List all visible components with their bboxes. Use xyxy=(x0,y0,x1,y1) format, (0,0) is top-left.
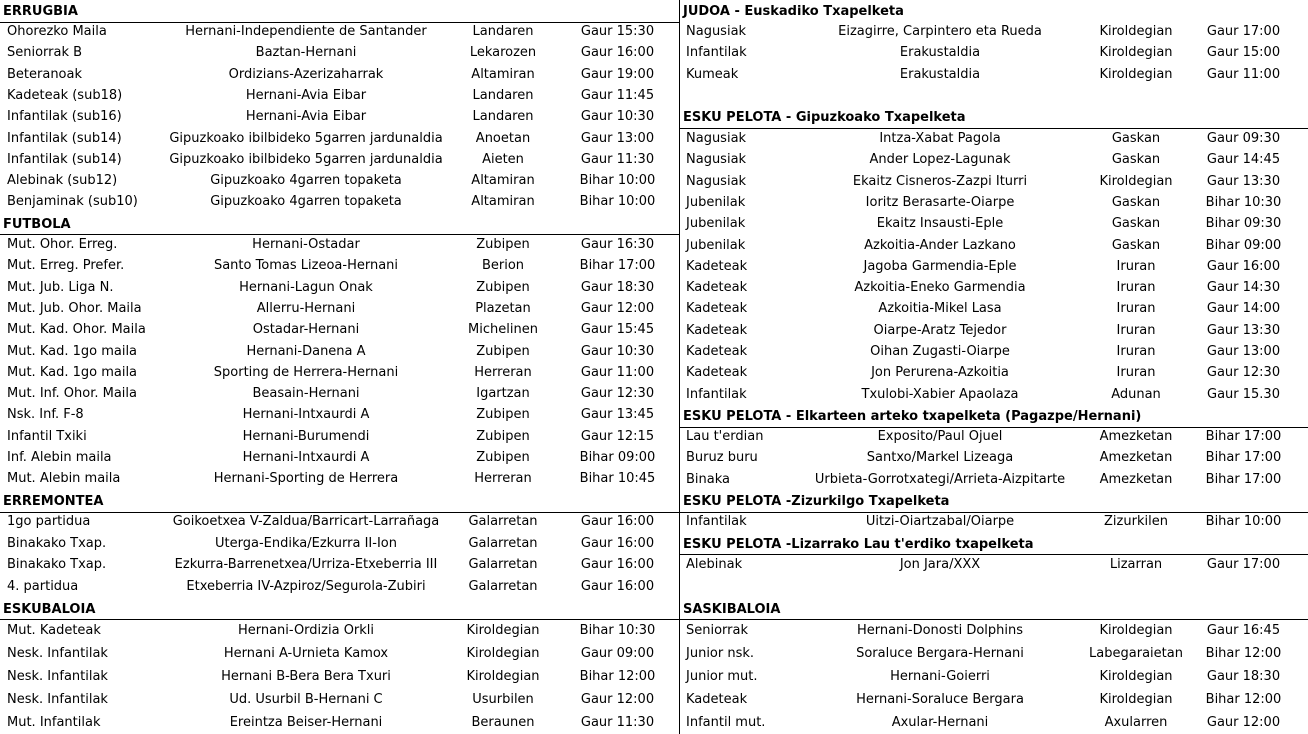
time-cell: Bihar 10:45 xyxy=(579,471,656,487)
venue-cell: Kiroldegian xyxy=(1099,669,1173,684)
schedule-row xyxy=(680,555,1308,575)
category-cell: Jubenilak xyxy=(686,216,746,232)
schedule-row xyxy=(0,320,679,340)
category-cell: Mut. Jub. Ohor. Maila xyxy=(7,300,142,316)
schedule-row xyxy=(0,644,679,664)
schedule-row xyxy=(680,150,1308,170)
schedule-row xyxy=(0,427,679,447)
category-cell: Nagusiak xyxy=(686,152,747,168)
schedule-row xyxy=(0,86,679,106)
match-cell: Hernani B-Bera Bera Txuri xyxy=(221,669,391,684)
match-cell: Ordizians-Azerizaharrak xyxy=(228,66,384,82)
category-cell: Nagusiak xyxy=(686,131,747,146)
venue-cell: Iruran xyxy=(1116,322,1156,338)
match-cell: Azkoitia-Ander Lazkano xyxy=(864,237,1016,253)
venue-cell: Altamiran xyxy=(471,194,535,210)
venue-cell: Zubipen xyxy=(476,279,530,295)
venue-cell: Iruran xyxy=(1116,258,1156,274)
category-cell: Nsk. Inf. F-8 xyxy=(7,407,84,423)
time-cell: Bihar 17:00 xyxy=(1205,450,1282,466)
time-cell: Gaur 16:00 xyxy=(580,557,655,573)
schedule-row xyxy=(680,129,1308,149)
schedule-row xyxy=(0,22,679,42)
time-cell: Bihar 12:00 xyxy=(1205,646,1282,661)
match-cell: Hernani-Avia Eibar xyxy=(245,87,367,103)
time-cell: Gaur 13:00 xyxy=(1206,344,1281,359)
match-cell: Hernani-Avia Eibar xyxy=(245,109,367,125)
time-cell: Gaur 12:15 xyxy=(580,428,655,444)
schedule-row xyxy=(0,171,679,191)
venue-cell: Zubipen xyxy=(476,428,530,444)
time-cell: Gaur 12:30 xyxy=(1206,365,1281,381)
match-cell: Hernani-Ostadar xyxy=(252,237,360,252)
time-cell: Gaur 17:00 xyxy=(1206,24,1281,39)
venue-cell: Iruran xyxy=(1116,301,1156,317)
match-cell: Azkoitia-Eneko Garmendia xyxy=(854,280,1026,296)
match-cell: Oiarpe-Aratz Tejedor xyxy=(873,322,1007,338)
schedule-row xyxy=(0,384,679,404)
match-cell: Erakustaldia xyxy=(899,66,981,82)
time-cell: Gaur 13:30 xyxy=(1206,173,1281,189)
schedule-row xyxy=(680,172,1308,192)
category-cell: Lau t'erdian xyxy=(686,429,764,444)
schedule-row xyxy=(680,621,1308,641)
venue-cell: Kiroldegian xyxy=(1099,45,1173,61)
venue-cell: Axularren xyxy=(1104,715,1168,730)
venue-cell: Zubipen xyxy=(476,343,530,359)
venue-cell: Gaskan xyxy=(1111,216,1161,232)
venue-cell: Zubipen xyxy=(476,237,530,252)
category-cell: Infantil Txiki xyxy=(7,428,87,444)
time-cell: Bihar 09:00 xyxy=(579,450,656,465)
category-cell: Mut. Infantilak xyxy=(7,715,101,730)
venue-cell: Kiroldegian xyxy=(466,623,540,638)
section-title-esku-pelota-lizarrako-lau-t-erdiko-txapelketa: ESKU PELOTA -Lizarrako Lau t'erdiko txapelketa xyxy=(683,537,1034,552)
match-cell: Goikoetxea V-Zaldua/Barricart-Larrañaga xyxy=(172,514,440,529)
match-cell: Hernani A-Urnieta Kamox xyxy=(223,646,389,661)
category-cell: Mut. Ohor. Erreg. xyxy=(7,237,118,252)
match-cell: Ereintza Beiser-Hernani xyxy=(229,715,383,730)
time-cell: Gaur 12:00 xyxy=(580,300,655,316)
venue-cell: Galarretan xyxy=(468,514,538,529)
time-cell: Gaur 11:30 xyxy=(580,715,655,730)
venue-cell: Altamiran xyxy=(471,173,535,189)
category-cell: Mut. Erreg. Prefer. xyxy=(7,258,125,274)
schedule-row xyxy=(680,385,1308,405)
schedule-row xyxy=(0,235,679,255)
category-cell: Nagusiak xyxy=(686,24,747,39)
schedule-row xyxy=(680,644,1308,664)
category-cell: Infantilak (sub14) xyxy=(7,130,122,146)
match-cell: Jon Perurena-Azkoitia xyxy=(871,365,1009,381)
match-cell: Ekaitz Cisneros-Zazpi Iturri xyxy=(852,173,1028,189)
venue-cell: Beraunen xyxy=(471,715,535,730)
match-cell: Hernani-Soraluce Bergara xyxy=(856,692,1024,707)
time-cell: Bihar 17:00 xyxy=(1205,429,1282,444)
schedule-row xyxy=(0,65,679,85)
schedule-row xyxy=(680,278,1308,298)
time-cell: Bihar 12:00 xyxy=(1205,692,1282,707)
time-cell: Gaur 11:30 xyxy=(580,151,655,167)
section-title-saskibaloia: SASKIBALOIA xyxy=(683,602,781,617)
match-cell: Exposito/Paul Ojuel xyxy=(877,429,1003,444)
time-cell: Gaur 12:30 xyxy=(580,386,655,402)
match-cell: Eizagirre, Carpintero eta Rueda xyxy=(838,24,1042,39)
time-cell: Bihar 09:00 xyxy=(1205,237,1282,253)
schedule-row xyxy=(680,470,1308,490)
match-cell: Intza-Xabat Pagola xyxy=(879,131,1001,146)
right-column xyxy=(680,0,1308,734)
match-cell: Gipuzkoako 4garren topaketa xyxy=(210,173,402,189)
category-cell: Alebinak xyxy=(686,557,743,572)
category-cell: Mut. Kad. 1go maila xyxy=(7,364,138,380)
schedule-row xyxy=(680,363,1308,383)
section-title-esku-pelota-gipuzkoako-txapelketa: ESKU PELOTA - Gipuzkoako Txapelketa xyxy=(683,110,966,125)
time-cell: Gaur 16:00 xyxy=(580,45,655,61)
category-cell: Kadeteak xyxy=(686,322,748,338)
match-cell: Hernani-Donosti Dolphins xyxy=(856,623,1024,638)
venue-cell: Amezketan xyxy=(1099,471,1173,487)
schedule-row xyxy=(0,278,679,298)
time-cell: Gaur 16:45 xyxy=(1206,623,1281,638)
category-cell: Binakako Txap. xyxy=(7,557,107,573)
category-cell: Infantilak xyxy=(686,45,747,61)
time-cell: Bihar 10:00 xyxy=(579,173,656,189)
schedule-row xyxy=(0,256,679,276)
category-cell: Jubenilak xyxy=(686,194,746,210)
match-cell: Ander Lopez-Lagunak xyxy=(869,152,1011,168)
time-cell: Gaur 11:45 xyxy=(580,87,655,103)
schedule-row xyxy=(0,534,679,554)
venue-cell: Iruran xyxy=(1116,280,1156,296)
match-cell: Beasain-Hernani xyxy=(252,386,360,402)
schedule-row xyxy=(0,577,679,597)
venue-cell: Anoetan xyxy=(475,130,531,146)
match-cell: Hernani-Intxaurdi A xyxy=(242,407,370,423)
category-cell: Seniorrak xyxy=(686,623,749,638)
match-cell: Urbieta-Gorrotxategi/Arrieta-Aizpitarte xyxy=(814,471,1066,487)
schedule-row xyxy=(680,257,1308,277)
category-cell: Infantilak (sub16) xyxy=(7,109,122,125)
venue-cell: Altamiran xyxy=(471,66,535,82)
match-cell: Gipuzkoako ibilbideko 5garren jardunaldia xyxy=(169,151,443,167)
schedule-row xyxy=(0,107,679,127)
time-cell: Gaur 12:00 xyxy=(1206,715,1281,730)
category-cell: Nesk. Infantilak xyxy=(7,669,108,684)
section-title-esku-pelota-elkarteen-arteko-txapelketa-pagazpe-hernani: ESKU PELOTA - Elkarteen arteko txapelketa (Pagazpe/Hernani) xyxy=(683,409,1142,424)
venue-cell: Lizarran xyxy=(1109,557,1163,572)
time-cell: Gaur 10:30 xyxy=(580,343,655,359)
match-cell: Hernani-Burumendi xyxy=(242,428,370,444)
venue-cell: Zizurkilen xyxy=(1104,514,1168,529)
time-cell: Gaur 12:00 xyxy=(580,692,655,707)
schedule-row xyxy=(0,469,679,489)
venue-cell: Gaskan xyxy=(1111,152,1161,168)
match-cell: Uitzi-Oiartzabal/Oiarpe xyxy=(865,514,1015,529)
match-cell: Erakustaldia xyxy=(899,45,981,61)
schedule-row xyxy=(680,299,1308,319)
time-cell: Gaur 14:00 xyxy=(1206,301,1281,317)
venue-cell: Zubipen xyxy=(476,407,530,423)
category-cell: Kadeteak xyxy=(686,365,748,381)
time-cell: Bihar 10:00 xyxy=(1205,514,1282,529)
time-cell: Gaur 19:00 xyxy=(580,66,655,82)
venue-cell: Aieten xyxy=(482,151,524,167)
category-cell: Buruz buru xyxy=(686,450,758,466)
venue-cell: Galarretan xyxy=(468,535,538,551)
category-cell: Binakako Txap. xyxy=(7,535,107,551)
section-title-errugbia: ERRUGBIA xyxy=(3,4,78,19)
schedule-row xyxy=(0,512,679,532)
match-cell: Ud. Usurbil B-Hernani C xyxy=(229,692,383,707)
schedule-row xyxy=(680,22,1308,42)
time-cell: Gaur 15:30 xyxy=(580,24,655,39)
time-cell: Bihar 10:30 xyxy=(1205,194,1282,210)
match-cell: Gipuzkoako ibilbideko 5garren jardunaldia xyxy=(169,130,443,146)
section-divider xyxy=(680,619,1308,620)
schedule-row xyxy=(0,43,679,63)
match-cell: Hernani-Lagun Onak xyxy=(239,279,373,295)
time-cell: Gaur 10:30 xyxy=(580,109,655,125)
category-cell: Nesk. Infantilak xyxy=(7,692,108,707)
category-cell: Mut. Jub. Liga N. xyxy=(7,279,114,295)
venue-cell: Landaren xyxy=(472,24,534,39)
time-cell: Bihar 17:00 xyxy=(1205,471,1282,487)
schedule-row xyxy=(680,342,1308,362)
time-cell: Gaur 13:45 xyxy=(580,407,655,423)
category-cell: Kadeteak xyxy=(686,280,748,296)
match-cell: Azkoitia-Mikel Lasa xyxy=(878,301,1002,317)
schedule-row xyxy=(680,448,1308,468)
schedule-row xyxy=(680,65,1308,85)
match-cell: Hernani-Goierri xyxy=(890,669,990,684)
schedule-row xyxy=(680,236,1308,256)
match-cell: Baztan-Hernani xyxy=(255,45,357,61)
schedule-row xyxy=(0,299,679,319)
schedule-row xyxy=(0,555,679,575)
category-cell: Kadeteak (sub18) xyxy=(7,87,123,103)
venue-cell: Kiroldegian xyxy=(466,669,540,684)
venue-cell: Kiroldegian xyxy=(1099,692,1173,707)
venue-cell: Gaskan xyxy=(1111,131,1161,146)
schedule-row xyxy=(0,713,679,733)
venue-cell: Landaren xyxy=(472,109,534,125)
time-cell: Bihar 09:30 xyxy=(1205,216,1282,232)
match-cell: Hernani-Independiente de Santander xyxy=(185,24,427,39)
venue-cell: Kiroldegian xyxy=(1099,66,1173,82)
venue-cell: Herreran xyxy=(474,471,532,487)
section-title-eskubaloia: ESKUBALOIA xyxy=(3,602,96,617)
venue-cell: Gaskan xyxy=(1111,194,1161,210)
venue-cell: Plazetan xyxy=(475,300,531,316)
time-cell: Gaur 17:00 xyxy=(1206,557,1281,572)
section-title-judoa-euskadiko-txapelketa: JUDOA - Euskadiko Txapelketa xyxy=(683,4,904,19)
venue-cell: Gaskan xyxy=(1111,237,1161,253)
schedule-row xyxy=(680,713,1308,733)
category-cell: Infantilak (sub14) xyxy=(7,151,122,167)
category-cell: Kadeteak xyxy=(686,301,748,317)
time-cell: Gaur 16:00 xyxy=(580,514,655,529)
schedule-row xyxy=(0,405,679,425)
category-cell: Infantil mut. xyxy=(686,715,766,730)
schedule-row xyxy=(680,512,1308,532)
venue-cell: Amezketan xyxy=(1099,450,1173,466)
match-cell: Sporting de Herrera-Hernani xyxy=(213,364,399,380)
venue-cell: Amezketan xyxy=(1099,429,1173,444)
time-cell: Gaur 16:00 xyxy=(580,535,655,551)
venue-cell: Berion xyxy=(481,258,525,274)
time-cell: Gaur 16:30 xyxy=(580,237,655,252)
match-cell: Ioritz Berasarte-Oiarpe xyxy=(865,194,1015,210)
time-cell: Gaur 18:30 xyxy=(1206,669,1281,684)
match-cell: Jagoba Garmendia-Eple xyxy=(863,258,1017,274)
match-cell: Jon Jara/XXX xyxy=(899,557,981,572)
venue-cell: Kiroldegian xyxy=(1099,173,1173,189)
schedule-row xyxy=(680,214,1308,234)
time-cell: Bihar 10:30 xyxy=(579,623,656,638)
category-cell: Alebinak (sub12) xyxy=(7,173,118,189)
category-cell: Mut. Inf. Ohor. Maila xyxy=(7,386,137,402)
category-cell: Kadeteak xyxy=(686,344,748,359)
category-cell: Kadeteak xyxy=(686,258,748,274)
time-cell: Bihar 17:00 xyxy=(579,258,656,274)
venue-cell: Kiroldegian xyxy=(1099,623,1173,638)
match-cell: Etxeberria IV-Azpiroz/Segurola-Zubiri xyxy=(186,579,426,595)
time-cell: Gaur 14:45 xyxy=(1206,152,1281,168)
category-cell: Binaka xyxy=(686,471,731,487)
category-cell: Seniorrak B xyxy=(7,45,83,61)
category-cell: Mut. Kad. 1go maila xyxy=(7,343,138,359)
schedule-row xyxy=(0,448,679,468)
category-cell: Junior nsk. xyxy=(686,646,755,661)
schedule-row xyxy=(0,150,679,170)
venue-cell: Adunan xyxy=(1111,386,1161,402)
section-title-esku-pelota-zizurkilgo-txapelketa: ESKU PELOTA -Zizurkilgo Txapelketa xyxy=(683,494,950,509)
category-cell: Nesk. Infantilak xyxy=(7,646,108,661)
category-cell: Mut. Kad. Ohor. Maila xyxy=(7,322,146,338)
venue-cell: Galarretan xyxy=(468,557,538,573)
time-cell: Gaur 15:45 xyxy=(580,322,655,338)
match-cell: Soraluce Bergara-Hernani xyxy=(856,646,1024,661)
time-cell: Gaur 15.30 xyxy=(1207,386,1280,402)
time-cell: Gaur 09:30 xyxy=(1206,131,1281,146)
schedule-row xyxy=(0,621,679,641)
category-cell: Inf. Alebin maila xyxy=(7,450,112,465)
section-title-erremontea: ERREMONTEA xyxy=(3,494,104,509)
section-divider xyxy=(0,619,679,620)
category-cell: Jubenilak xyxy=(686,237,746,253)
category-cell: Benjaminak (sub10) xyxy=(7,194,138,210)
venue-cell: Usurbilen xyxy=(472,692,534,707)
venue-cell: Zubipen xyxy=(476,450,530,465)
match-cell: Oihan Zugasti-Oiarpe xyxy=(870,344,1010,359)
section-title-futbola: FUTBOLA xyxy=(3,217,71,232)
venue-cell: Lekarozen xyxy=(469,45,537,61)
match-cell: Hernani-Danena A xyxy=(246,343,366,359)
schedule-row xyxy=(0,667,679,687)
match-cell: Axular-Hernani xyxy=(891,715,989,730)
category-cell: Ohorezko Maila xyxy=(7,24,107,39)
category-cell: Junior mut. xyxy=(686,669,758,684)
category-cell: Mut. Alebin maila xyxy=(7,471,121,487)
time-cell: Gaur 16:00 xyxy=(1206,258,1281,274)
time-cell: Bihar 10:00 xyxy=(579,194,656,210)
schedule-row xyxy=(680,690,1308,710)
category-cell: 1go partidua xyxy=(7,514,91,529)
time-cell: Gaur 15:00 xyxy=(1206,45,1281,61)
match-cell: Hernani-Ordizia Orkli xyxy=(237,623,375,638)
venue-cell: Kiroldegian xyxy=(1099,24,1173,39)
schedule-row xyxy=(680,43,1308,63)
venue-cell: Galarretan xyxy=(468,579,538,595)
match-cell: Gipuzkoako 4garren topaketa xyxy=(210,194,402,210)
match-cell: Ezkurra-Barrenetxea/Urriza-Etxeberria III xyxy=(174,557,438,573)
venue-cell: Iruran xyxy=(1116,365,1156,381)
time-cell: Gaur 09:00 xyxy=(580,646,655,661)
venue-cell: Landaren xyxy=(472,87,534,103)
time-cell: Gaur 11:00 xyxy=(580,364,655,380)
category-cell: Infantilak xyxy=(686,386,747,402)
schedule-row xyxy=(680,321,1308,341)
venue-cell: Igartzan xyxy=(476,386,530,402)
match-cell: Santxo/Markel Lizeaga xyxy=(866,450,1014,466)
match-cell: Hernani-Intxaurdi A xyxy=(242,450,370,465)
schedule-row xyxy=(0,192,679,212)
time-cell: Gaur 13:00 xyxy=(580,130,655,146)
schedule-row xyxy=(0,363,679,383)
schedule-row xyxy=(0,690,679,710)
match-cell: Txulobi-Xabier Apaolaza xyxy=(861,386,1019,402)
category-cell: 4. partidua xyxy=(7,579,79,595)
category-cell: Infantilak xyxy=(686,514,747,529)
category-cell: Beteranoak xyxy=(7,66,83,82)
time-cell: Bihar 12:00 xyxy=(579,669,656,684)
time-cell: Gaur 18:30 xyxy=(580,279,655,295)
match-cell: Ekaitz Insausti-Eple xyxy=(876,216,1004,232)
match-cell: Allerru-Hernani xyxy=(256,300,356,316)
match-cell: Uterga-Endika/Ezkurra II-Ion xyxy=(215,535,397,551)
venue-cell: Iruran xyxy=(1116,344,1156,359)
match-cell: Hernani-Sporting de Herrera xyxy=(213,471,399,487)
venue-cell: Herreran xyxy=(474,364,532,380)
time-cell: Gaur 16:00 xyxy=(580,579,655,595)
schedule-row xyxy=(0,342,679,362)
time-cell: Gaur 13:30 xyxy=(1206,322,1281,338)
category-cell: Mut. Kadeteak xyxy=(7,623,101,638)
category-cell: Nagusiak xyxy=(686,173,747,189)
venue-cell: Kiroldegian xyxy=(466,646,540,661)
time-cell: Gaur 11:00 xyxy=(1206,66,1281,82)
category-cell: Kumeak xyxy=(686,66,739,82)
venue-cell: Labegaraietan xyxy=(1089,646,1183,661)
venue-cell: Michelinen xyxy=(468,322,538,338)
schedule-row xyxy=(0,129,679,149)
schedule-row xyxy=(680,193,1308,213)
match-cell: Ostadar-Hernani xyxy=(252,322,360,338)
schedule-row xyxy=(680,427,1308,447)
match-cell: Santo Tomas Lizeoa-Hernani xyxy=(213,258,399,274)
category-cell: Kadeteak xyxy=(686,692,748,707)
schedule-row xyxy=(680,667,1308,687)
time-cell: Gaur 14:30 xyxy=(1206,280,1281,296)
